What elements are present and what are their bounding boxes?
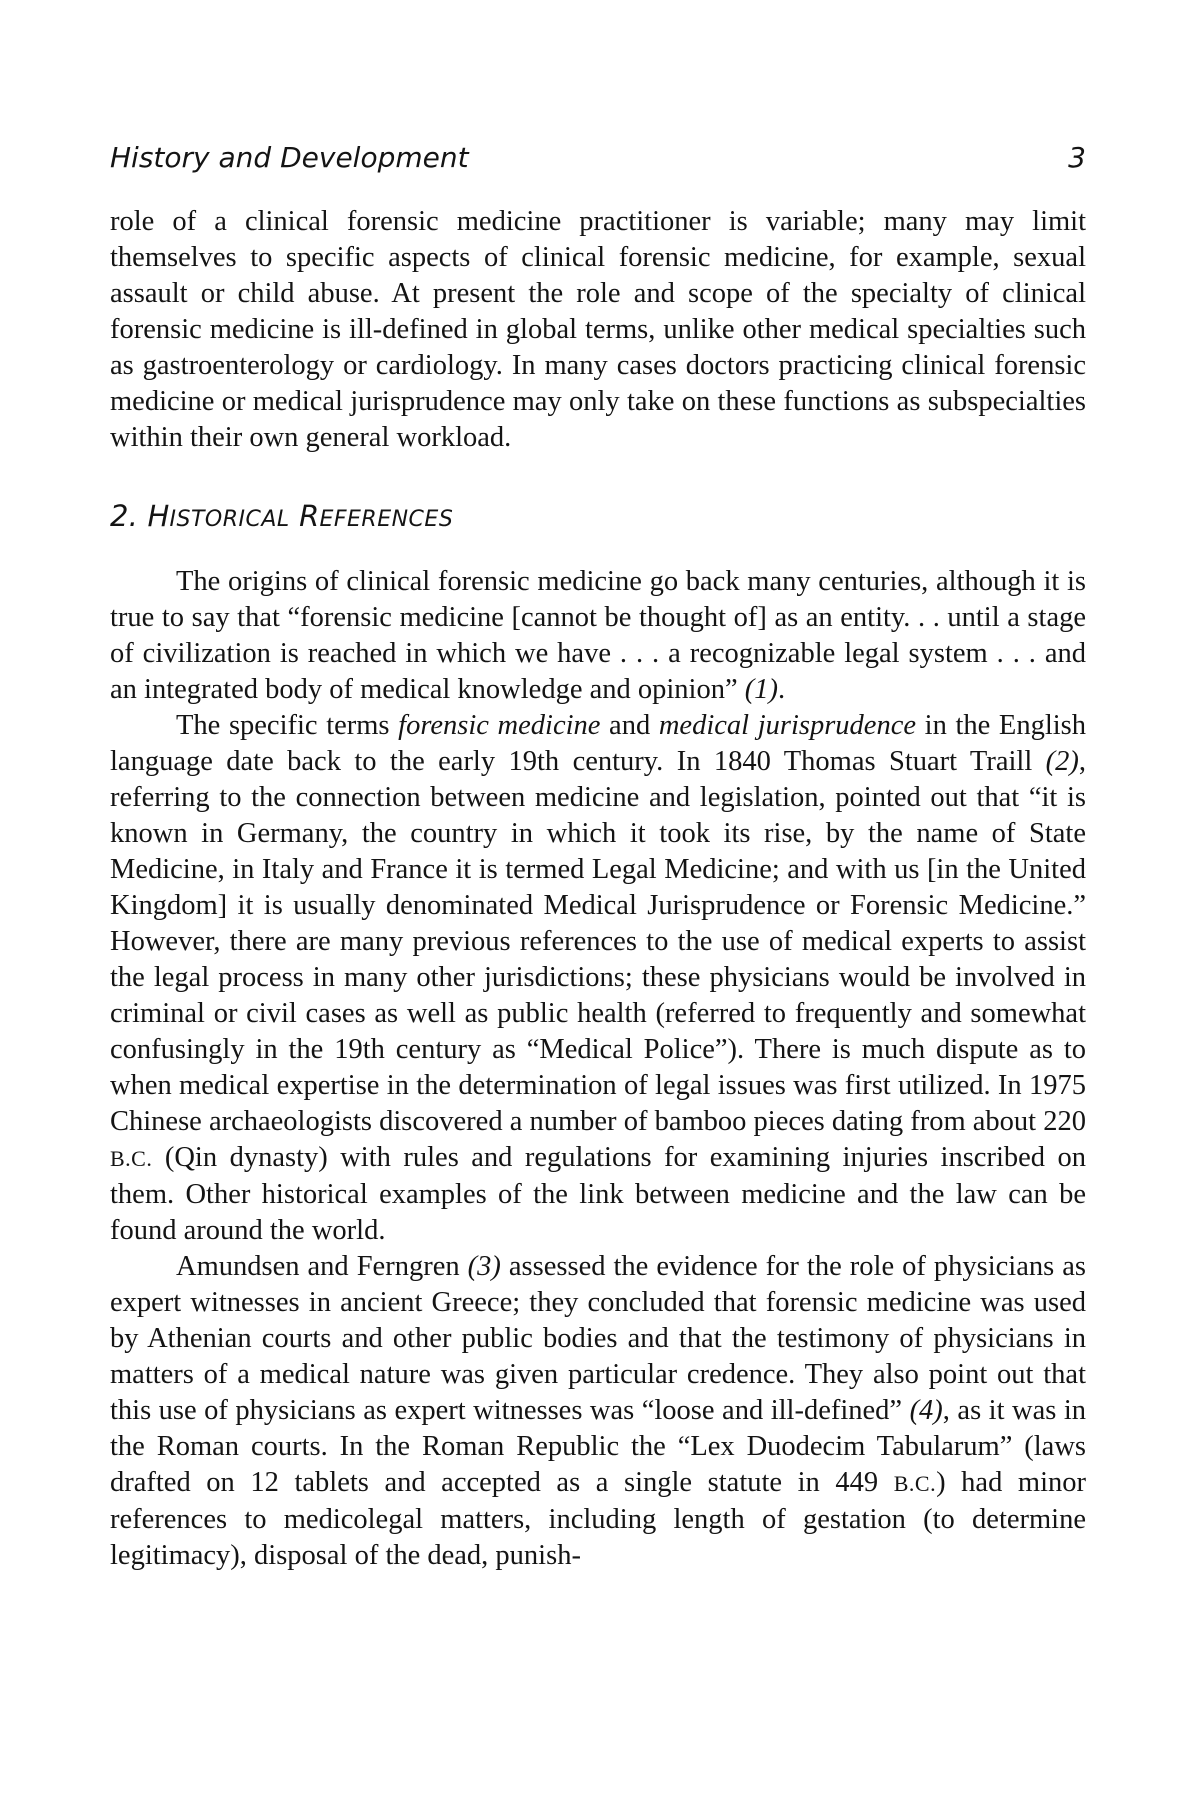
term-forensic-medicine: forensic medicine (398, 710, 601, 741)
running-head-title: History and Development (110, 141, 469, 174)
page-number: 3 (1068, 141, 1086, 174)
citation-ref: (3) (467, 1251, 501, 1282)
book-page (110, 0, 1086, 1804)
body-text (110, 204, 1086, 1574)
paragraph-terms: The specific terms forensic medicine and medical jurisprudence in the English language date back to the early 19th century. In 1840 Thomas Stuart Traill (2), referring to the connection between medicine and legislation, pointed out that “it is known in Germany, the country in which it took its rise, by the name of State Medicine, in Italy and France it is termed Legal Medicine; and with us [in the United Kingdom] it is usually denominated Medical Jurisprudence or Forensic Medicine.” However, there are many previous references to the use of medical experts to assist the legal process in many other jurisdictions; these physicians would be involved in criminal or civil cases as well as public health (referred to frequently and somewhat confusingly in the 19th century as “Medical Police”). There is much dispute as to when medical expertise in the determination of legal issues was first utilized. In 1975 Chinese archaeologists discovered a number of bamboo pieces dating from about 220 B.C. (Qin dynasty) with rules and regulations for examining injuries inscribed on them. Other historical examples of the link between medicine and the law can be found around the world. (110, 710, 1086, 1246)
era-abbreviation: B.C. (110, 1146, 153, 1171)
paragraph-origins: The origins of clinical forensic medicine go back many centuries, although it is true to say that “forensic medicine [cannot be thought of] as an entity. . . until a stage of civilization is reached in which we have . . . a recognizable legal system . . . and an integrated body of medical knowledge and opinion” (1). (110, 566, 1086, 705)
paragraph-continued: role of a clinical forensic medicine practitioner is variable; many may limit themselves to specific aspects of clinical forensic medicine, for example, sexual assault or child abuse. At present the role and scope of the specialty of clinical forensic medicine is ill-defined in global terms, unlike other medical specialties such as gastroenterology or cardiology. In many cases doctors practicing clinical forensic medicine or medical jurisprudence may only take on these functions as subspecialties within their own general workload. (110, 206, 1086, 453)
term-medical-jurisprudence: medical jurisprudence (658, 710, 917, 741)
citation-ref: (2) (1045, 746, 1079, 777)
citation-ref: (1) (744, 674, 778, 705)
section-number: 2. (110, 499, 139, 533)
running-head (110, 138, 1086, 178)
paragraph-ancient-greece: Amundsen and Ferngren (3) assessed the evidence for the role of physicians as expert witnesses in ancient Greece; they concluded that forensic medicine was used by Athenian courts and other public bodies and that the testimony of physicians in matters of a medical nature was given particular credence. They also point out that this use of physicians as expert witnesses was “loose and ill-defined” (4), as it was in the Roman courts. In the Roman Republic the “Lex Duodecim Tabularum” (laws drafted on 12 tablets and accepted as a single statute in 449 B.C.) had minor references to medicolegal matters, including length of gestation (to determine legitimacy), disposal of the dead, punish- (110, 1251, 1087, 1571)
section-heading: 2. HISTORICAL REFERENCES (110, 499, 454, 533)
citation-ref: (4) (909, 1395, 943, 1426)
era-abbreviation: B.C. (893, 1471, 937, 1496)
